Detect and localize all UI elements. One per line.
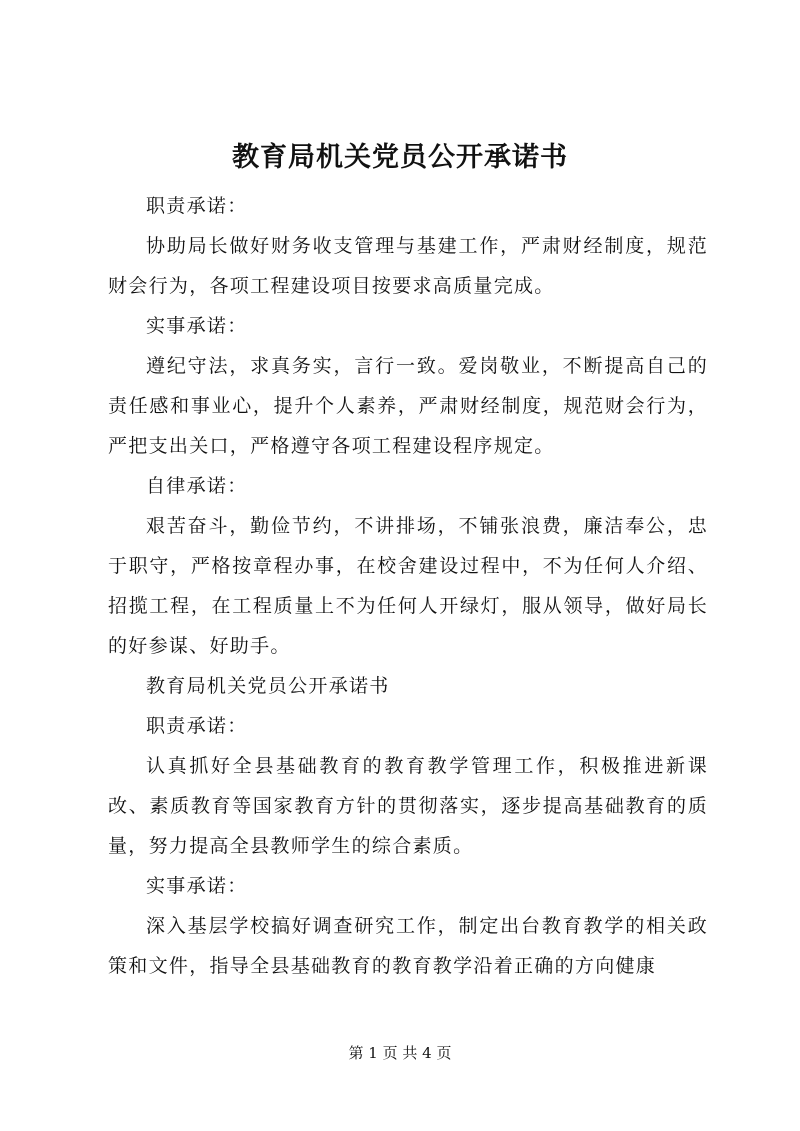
paragraph-duty-heading-1: 职责承诺： (146, 195, 248, 217)
paragraph-duty-content-2: 认真抓好全县基础教育的教育教学管理工作，积极推进新课改、素质教育等国家教育方针的贯彻落实，逐步提高基础教育的质量，努力提高全县教师学生的综合素质。 (108, 755, 708, 857)
paragraph-section-title: 教育局机关党员公开承诺书 (146, 675, 390, 697)
paragraph-duty-heading-2: 职责承诺： (146, 715, 248, 737)
paragraph-discipline-content: 艰苦奋斗，勤俭节约，不讲排场，不铺张浪费，廉洁奉公，忠于职守，严格按章程办事，在校舍建设过程中，不为任何人介绍、招揽工程，在工程质量上不为任何人开绿灯，服从领导，做好局长的好参谋、好助手。 (108, 515, 708, 657)
paragraph-duty-content-1: 协助局长做好财务收支管理与基建工作，严肃财经制度，规范财会行为，各项工程建设项目按要求高质量完成。 (108, 235, 708, 297)
paragraph-practical-content-1: 遵纪守法，求真务实，言行一致。爱岗敬业，不断提高自己的责任感和事业心，提升个人素养，严肃财经制度，规范财会行为，严把支出关口，严格遵守各项工程建设程序规定。 (108, 355, 708, 457)
paragraph-practical-content-2: 深入基层学校搞好调查研究工作，制定出台教育教学的相关政策和文件，指导全县基础教育的教育教学沿着正确的方向健康 (108, 915, 708, 977)
page-footer: 第 1 页 共 4 页 (348, 1044, 452, 1062)
document-title: 教育局机关党员公开承诺书 (232, 142, 568, 173)
paragraph-practical-heading-1: 实事承诺： (146, 315, 248, 337)
paragraph-discipline-heading: 自律承诺： (146, 475, 248, 497)
paragraph-practical-heading-2: 实事承诺： (146, 875, 248, 897)
document-body (108, 186, 708, 986)
